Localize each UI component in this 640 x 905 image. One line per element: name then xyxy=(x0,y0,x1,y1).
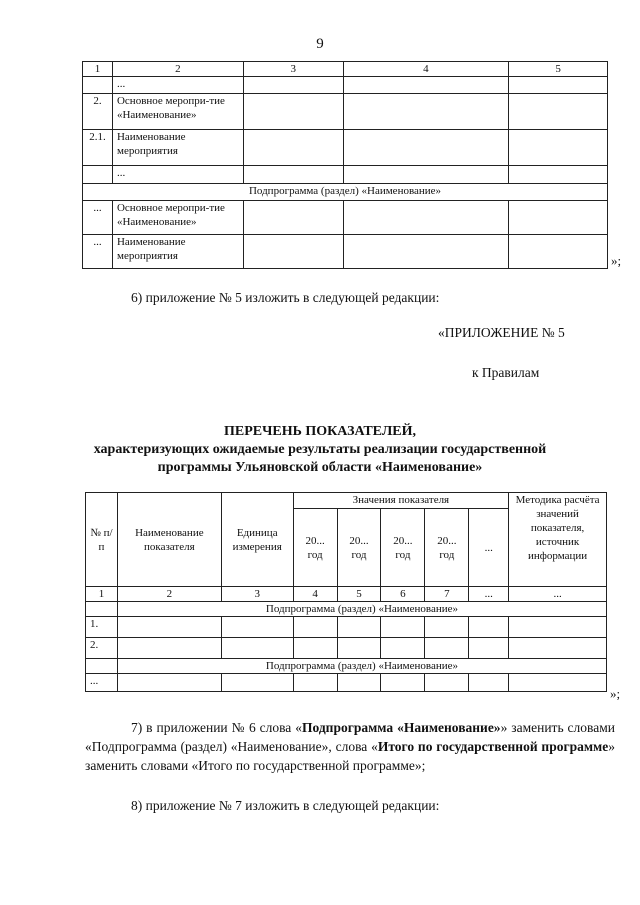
header-cell: 1 xyxy=(83,62,113,77)
row-number: 1. xyxy=(86,617,118,638)
table-row xyxy=(86,617,607,638)
row-number: ... xyxy=(83,201,113,235)
appendix-title: «ПРИЛОЖЕНИЕ № 5 xyxy=(438,325,565,340)
row-name: Наименование мероприятия xyxy=(112,130,243,166)
row-name: Основное меропри-тие «Наименование» xyxy=(112,201,243,235)
number-cell: 5 xyxy=(337,587,381,602)
header-year: 20... год xyxy=(381,509,425,587)
subprogram-row xyxy=(86,659,607,674)
row-number: ... xyxy=(83,235,113,269)
row-number: 2. xyxy=(83,94,113,130)
item-8-text: 8) приложение № 7 изложить в следующей редакции: xyxy=(131,798,440,813)
header-year-ellipsis: ... xyxy=(469,509,509,587)
header-cell: 3 xyxy=(243,62,343,77)
header-cell: 4 xyxy=(343,62,509,77)
number-cell: 6 xyxy=(381,587,425,602)
header-indicator-name: Наименование показателя xyxy=(117,493,221,587)
table1-closing-quote: »; xyxy=(611,253,622,268)
number-cell: 4 xyxy=(293,587,337,602)
table-row xyxy=(86,674,607,692)
row-number: ... xyxy=(86,674,118,692)
measures-table xyxy=(82,61,608,269)
table-row xyxy=(86,638,607,659)
row-name: Основное меропри-тие «Наименование» xyxy=(112,94,243,130)
row-name: ... xyxy=(112,77,243,94)
item-6-text: 6) приложение № 5 изложить в следующей редакции: xyxy=(131,290,440,305)
header-year: 20... год xyxy=(425,509,469,587)
number-cell: 3 xyxy=(221,587,293,602)
row-number xyxy=(83,166,113,184)
number-cell: 2 xyxy=(117,587,221,602)
item-7-bold-1: Подпрограмма «Наименование» xyxy=(301,720,501,735)
row-name: ... xyxy=(112,166,243,184)
header-unit: Единица измерения xyxy=(221,493,293,587)
row-number: 2. xyxy=(86,638,118,659)
header-method: Методика расчёта значений показателя, источник информации xyxy=(509,493,607,587)
number-cell: 1 xyxy=(86,587,118,602)
number-cell: ... xyxy=(469,587,509,602)
row-number xyxy=(83,77,113,94)
number-cell: ... xyxy=(509,587,607,602)
appendix-to: к Правилам xyxy=(472,365,540,380)
table-row xyxy=(83,130,608,166)
table-row xyxy=(83,201,608,235)
subprogram-row: Подпрограмма (раздел) «Наименование» xyxy=(83,184,608,201)
number-cell: 7 xyxy=(425,587,469,602)
header-year: 20... год xyxy=(293,509,337,587)
table-header-row xyxy=(83,62,608,77)
item-7-paragraph: 7) в приложении № 6 слова «Подпрограмма «Наименование»» заменить словами «Подпрограмма (раздел) «Наименование», слова «Итого по государственной программе» заменить словами «Итого по государственной программе»; xyxy=(85,720,615,773)
item-7-bold-2: Итого по государственной программе xyxy=(377,739,609,754)
table2-closing-quote: »; xyxy=(610,686,621,701)
numbering-row xyxy=(86,587,607,602)
header-year: 20... год xyxy=(337,509,381,587)
table-row xyxy=(83,184,608,201)
header-number: № п/п xyxy=(86,493,118,587)
header-cell: 2 xyxy=(112,62,243,77)
row-number: 2.1. xyxy=(83,130,113,166)
document-title-line-1: ПЕРЕЧЕНЬ ПОКАЗАТЕЛЕЙ, xyxy=(224,424,416,439)
table-row xyxy=(83,94,608,130)
table-row xyxy=(83,166,608,184)
indicators-table xyxy=(85,492,607,692)
document-title-line-3: программы Ульяновской области «Наименование» xyxy=(157,460,483,475)
header-values: Значения показателя xyxy=(293,493,508,509)
subprogram-label: Подпрограмма (раздел) «Наименование» xyxy=(117,659,606,674)
table-row xyxy=(83,77,608,94)
page-number: 9 xyxy=(316,36,324,52)
subprogram-row xyxy=(86,602,607,617)
header-cell: 5 xyxy=(509,62,608,77)
table-row xyxy=(83,235,608,269)
subprogram-label: Подпрограмма (раздел) «Наименование» xyxy=(117,602,606,617)
document-title-line-2: характеризующих ожидаемые результаты реализации государственной xyxy=(93,442,547,457)
row-name: Наименование мероприятия xyxy=(112,235,243,269)
